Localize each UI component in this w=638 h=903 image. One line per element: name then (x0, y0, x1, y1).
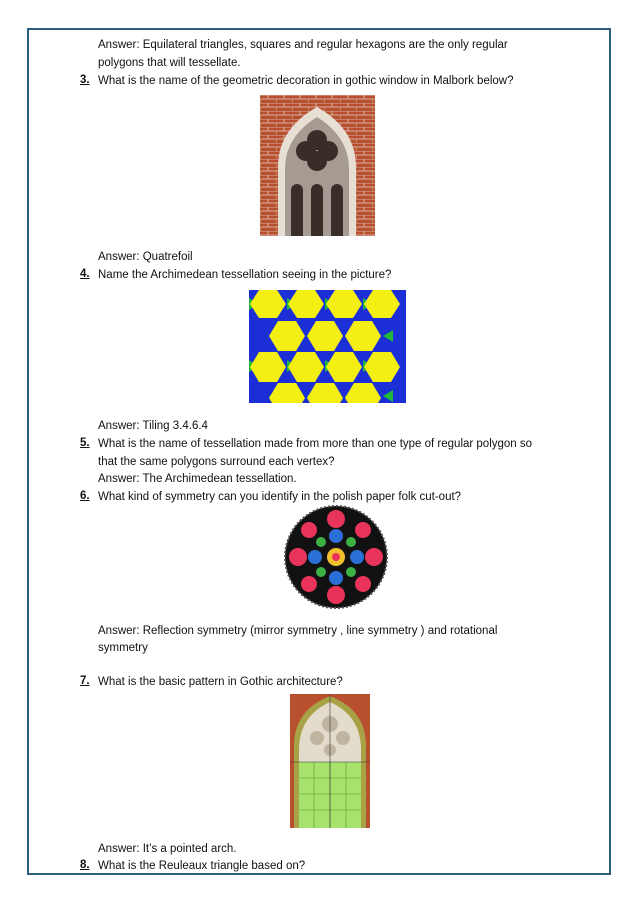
question-5-number: 5. (80, 437, 90, 449)
answer-2-line-2: polygons that will tessellate. (98, 57, 241, 69)
question-7-number: 7. (80, 675, 90, 687)
polish-paper-cutout-image (271, 505, 401, 610)
question-6: What kind of symmetry can you identify in the polish paper folk cut-out? (98, 491, 462, 503)
pointed-arch-image (290, 694, 370, 828)
question-3-number: 3. (80, 74, 90, 86)
question-3: What is the name of the geometric decoration in gothic window in Malbork below? (98, 75, 514, 87)
tessellation-3-4-6-4-image (249, 290, 406, 403)
gothic-window-image (260, 95, 375, 236)
question-6-number: 6. (80, 490, 90, 502)
answer-5: Answer: The Archimedean tessellation. (98, 473, 297, 485)
answer-6-line-1: Answer: Reflection symmetry (mirror symmetry , line symmetry ) and rotational (98, 625, 498, 637)
answer-4: Answer: Tiling 3.4.6.4 (98, 420, 208, 432)
question-7: What is the basic pattern in Gothic architecture? (98, 676, 343, 688)
question-8: What is the Reuleaux triangle based on? (98, 860, 306, 872)
question-5-line-1: What is the name of tessellation made from more than one type of regular polygon so (98, 438, 533, 450)
answer-6-line-2: symmetry (98, 642, 148, 654)
question-4: Name the Archimedean tessellation seeing in the picture? (98, 269, 392, 281)
question-5-line-2: that the same polygons surround each vertex? (98, 456, 335, 468)
question-8-number: 8. (80, 859, 90, 871)
question-4-number: 4. (80, 268, 90, 280)
answer-3: Answer: Quatrefoil (98, 251, 193, 263)
answer-2-line-1: Answer: Equilateral triangles, squares and regular hexagons are the only regular (98, 39, 508, 51)
answer-7: Answer: It’s a pointed arch. (98, 843, 237, 855)
